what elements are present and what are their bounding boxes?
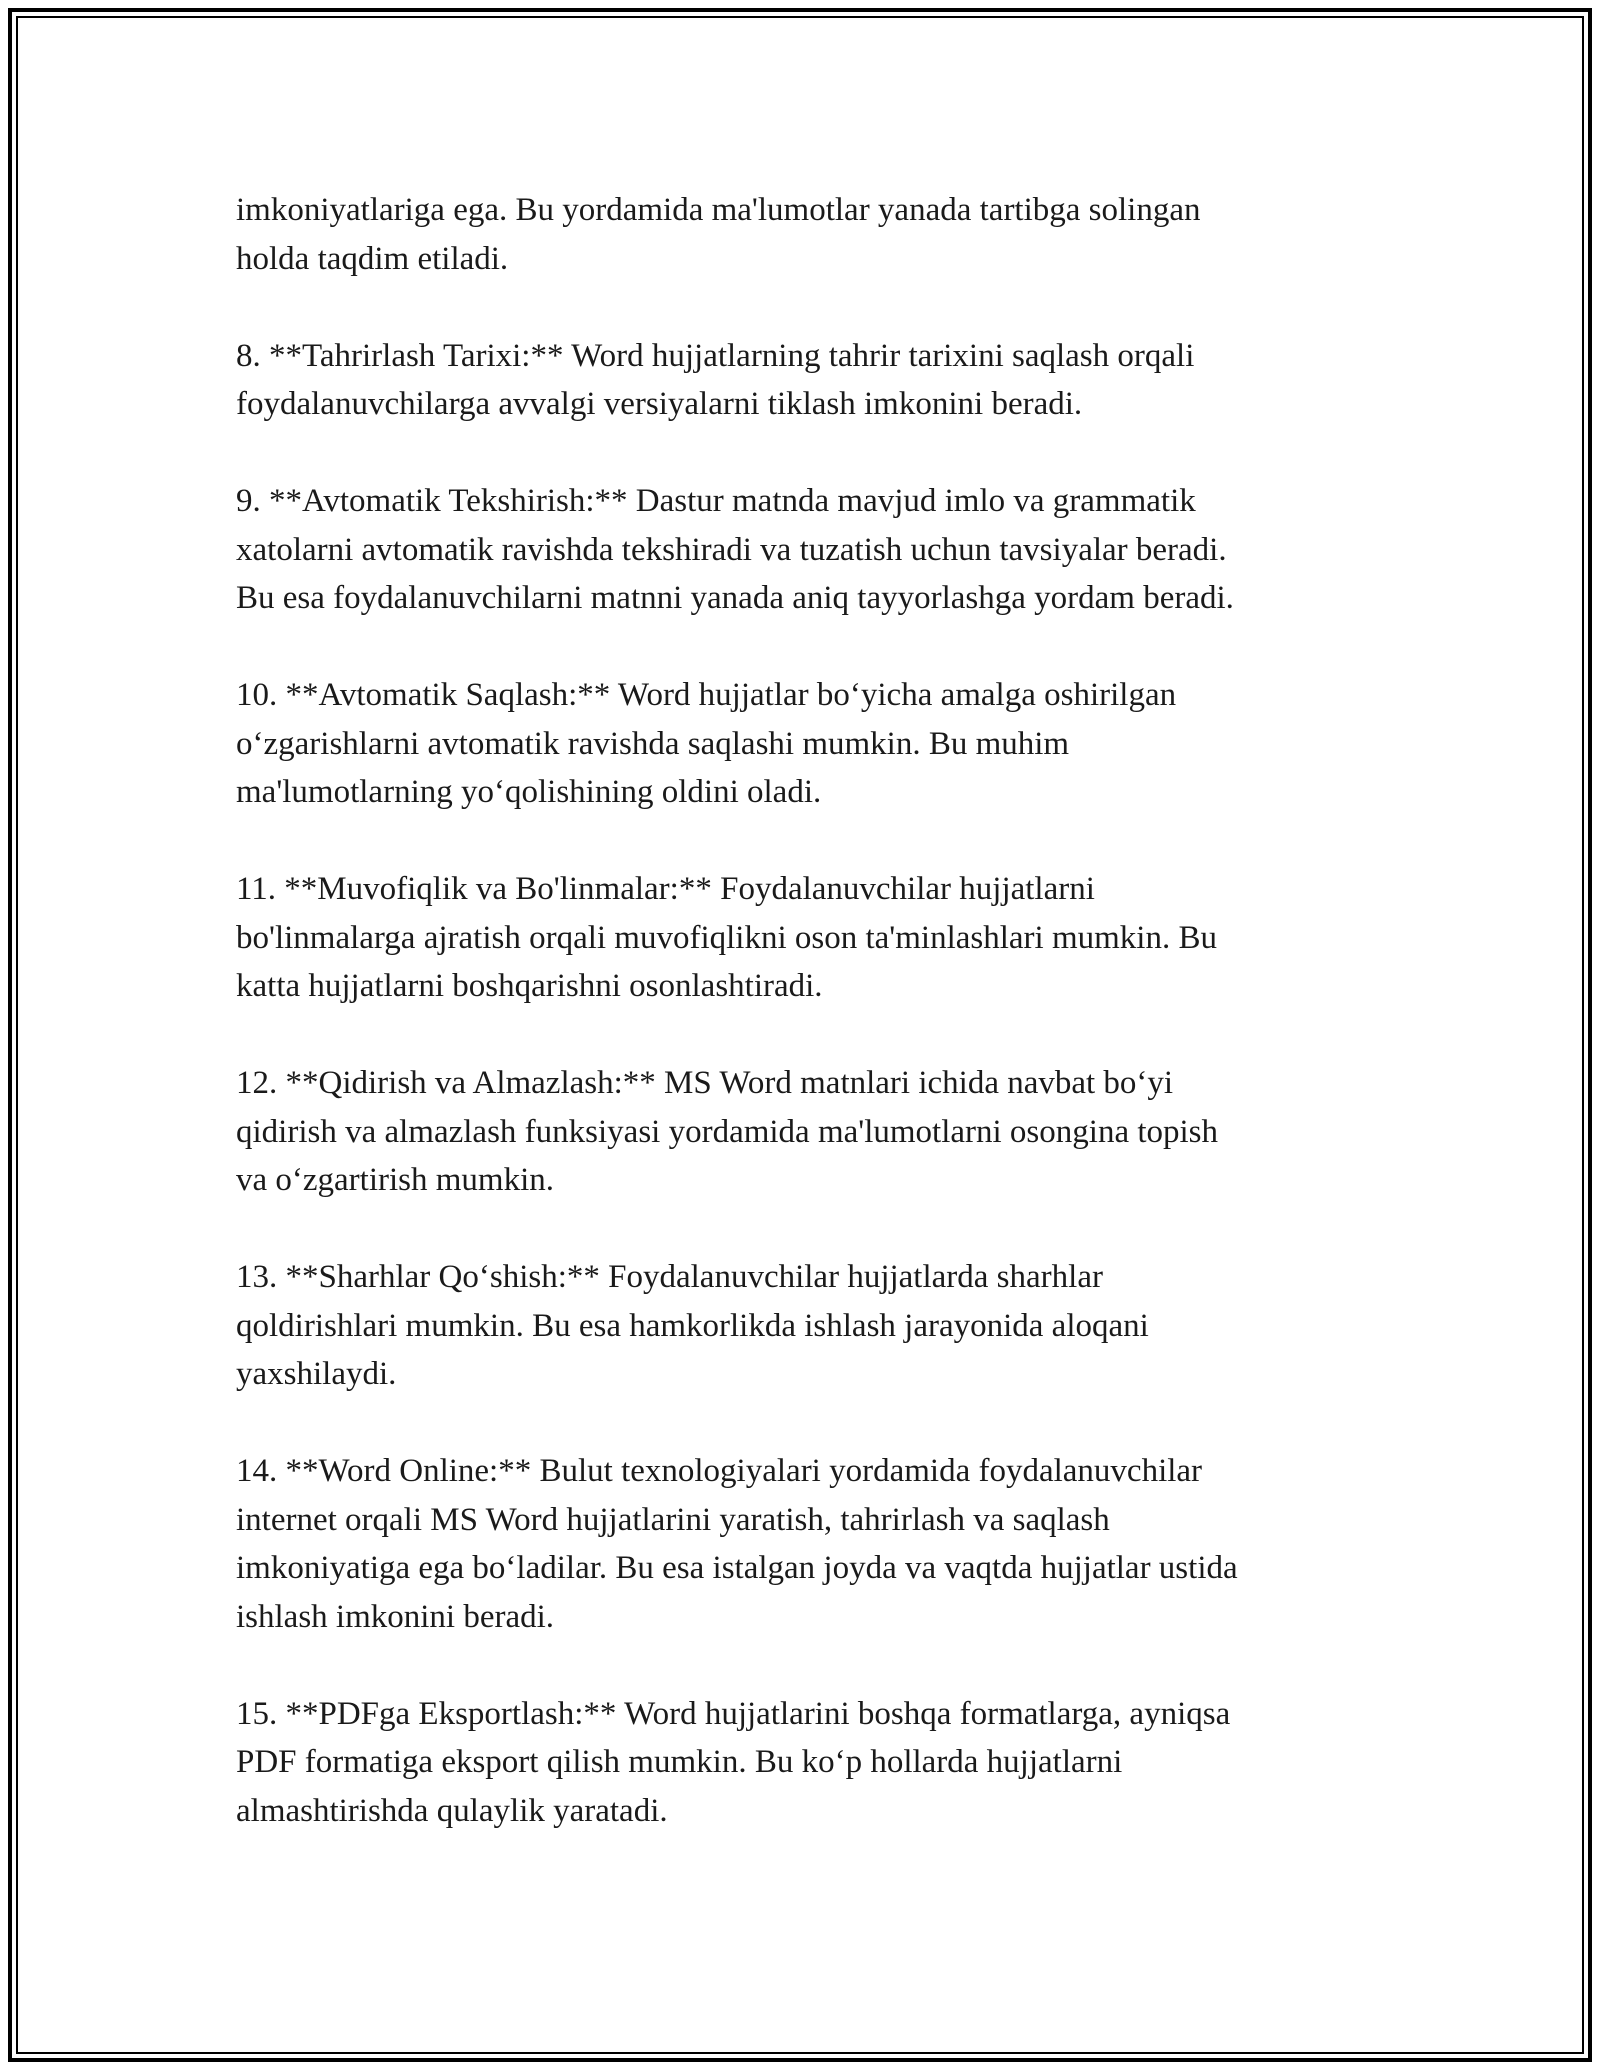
paragraph-item-10: 10. **Avtomatik Saqlash:** Word hujjatlar bo‘yicha amalga oshirilgan o‘zgarishlarni avtomatik ravishda saqlashi mumkin. Bu muhim ma'lumotlarning yo‘qolishining oldini oladi. [236,677,1177,810]
paragraph-item-12: 12. **Qidirish va Almazlash:** MS Word matnlari ichida navbat bo‘yi qidirish va almazlash funksiyasi yordamida ma'lumotlarni osongina topish va o‘zgartirish mumkin. [236,1065,1219,1198]
paragraph-item-8: 8. **Tahrirlash Tarixi:** Word hujjatlarning tahrir tarixini saqlash orqali foydalanuvchilarga avvalgi versiyalarni tiklash imkonini beradi. [236,337,1195,422]
paragraph-item-11: 11. **Muvofiqlik va Bo'linmalar:** Foydalanuvchilar hujjatlarni bo'linmalarga ajratish orqali muvofiqlikni oson ta'minlashlari mumkin. Bu katta hujjatlarni boshqarishni osonlashtiradi. [236,871,1217,1004]
paragraph-item-14: 14. **Word Online:** Bulut texnologiyalari yordamida foydalanuvchilar internet orqali MS Word hujjatlarini yaratish, tahrirlash va saqlash imkoniyatiga ega bo‘ladilar. Bu esa istalgan joyda va vaqtda hujjatlar ustida ishlash imkonini beradi. [236,1453,1238,1635]
paragraph-item-15: 15. **PDFga Eksportlash:** Word hujjatlarini boshqa formatlarga, ayniqsa PDF formatiga eksport qilish mumkin. Bu ko‘p hollarda hujjatlarni almashtirishda qulaylik yaratadi. [236,1695,1231,1829]
document-body [236,186,1366,1884]
paragraph-item-9: 9. **Avtomatik Tekshirish:** Dastur matnda mavjud imlo va grammatik xatolarni avtomatik ravishda tekshiradi va tuzatish uchun tavsiyalar beradi. Bu esa foydalanuvchilarni matnni yanada aniq tayyorlashga yordam beradi. [236,483,1234,616]
paragraph-continuation: imkoniyatlariga ega. Bu yordamida ma'lumotlar yanada tartibga solingan holda taqdim etiladi. [236,192,1201,277]
paragraph-item-13: 13. **Sharhlar Qo‘shish:** Foydalanuvchilar hujjatlarda sharhlar qoldirishlari mumkin. Bu esa hamkorlikda ishlash jarayonida aloqani yaxshilaydi. [236,1259,1149,1392]
